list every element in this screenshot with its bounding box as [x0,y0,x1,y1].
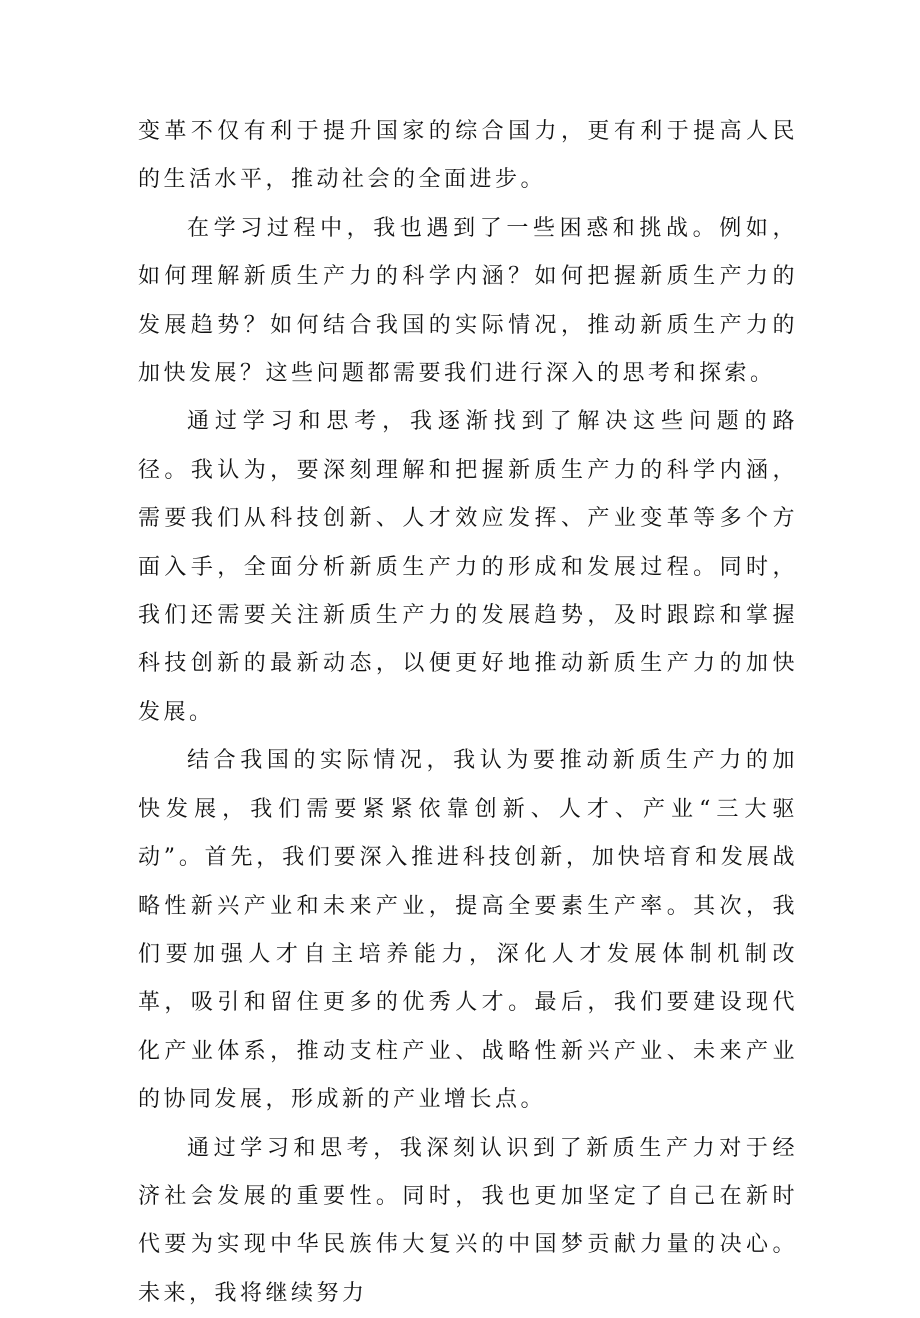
paragraph-3: 通过学习和思考，我逐渐找到了解决这些问题的路径。我认为，要深刻理解和把握新质生产力的科学内涵，需要我们从科技创新、人才效应发挥、产业变革等多个方面入手，全面分析新质生产力的形成和发展过程。同时，我们还需要关注新质生产力的发展趋势，及时跟踪和掌握科技创新的最新动态，以便更好地推动新质生产力的加快发展。 [138,409,798,725]
paragraph-1: 变革不仅有利于提升国家的综合国力，更有利于提高人民的生活水平，推动社会的全面进步。 [138,119,798,193]
paragraph-4: 结合我国的实际情况，我认为要推动新质生产力的加快发展，我们需要紧紧依靠创新、人才、产业“三大驱动”。首先，我们要深入推进科技创新，加快培育和发展战略性新兴产业和未来产业，提高全要素生产率。其次，我们要加强人才自主培养能力，深化人才发展体制机制改革，吸引和留住更多的优秀人才。最后，我们要建设现代化产业体系，推动支柱产业、战略性新兴产业、未来产业的协同发展，形成新的产业增长点。 [138,748,798,1113]
paragraph-5: 通过学习和思考，我深刻认识到了新质生产力对于经济社会发展的重要性。同时，我也更加坚定了自己在新时代要为实现中华民族伟大复兴的中国梦贡献力量的决心。未来，我将继续努力 [138,1135,798,1306]
document-body [138,108,798,1318]
paragraph-2: 在学习过程中，我也遇到了一些困惑和挑战。例如，如何理解新质生产力的科学内涵？如何把握新质生产力的发展趋势？如何结合我国的实际情况，推动新质生产力的加快发展？这些问题都需要我们进行深入的思考和探索。 [138,215,798,387]
